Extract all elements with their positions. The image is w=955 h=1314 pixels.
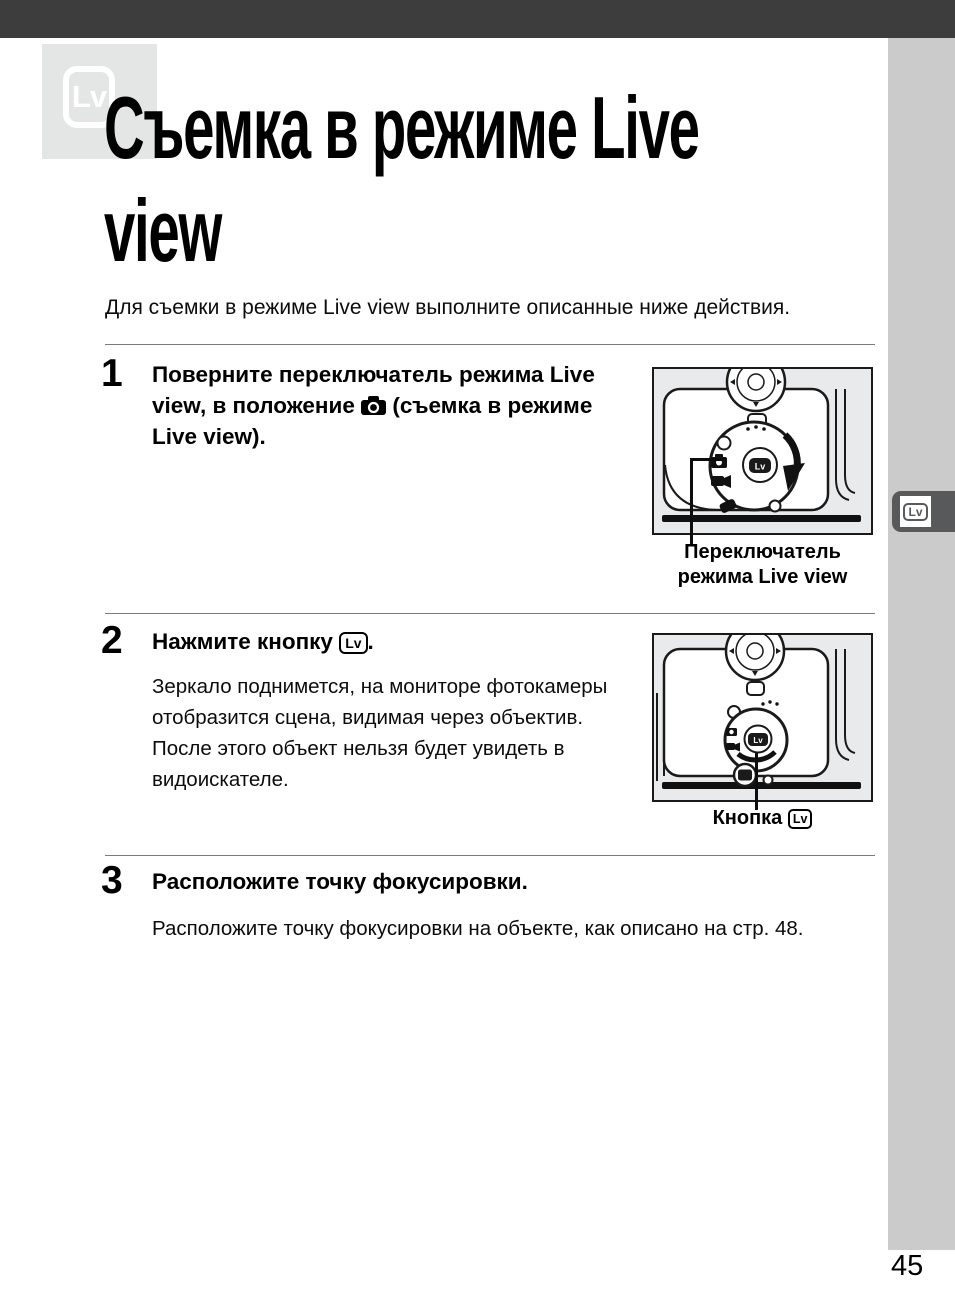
divider [105,613,875,614]
camera-icon [361,396,386,415]
side-tab-icon-box [900,496,931,527]
callout-line [690,458,693,544]
svg-text:Lv: Lv [753,736,763,745]
illustration-1-caption: Переключатель режима Live view [677,541,848,588]
callout-line [755,753,758,810]
step-2-body: Зеркало поднимется, на мониторе фотокамеры отобразится сцена, видимая через объектив. После этого объект нельзя будет увидеть в видоискателе. [152,675,608,791]
camera-illustration-lv-button [652,633,873,802]
step-2-heading: Нажмите кнопку Lv . [152,629,374,654]
camera-back-line-art [654,369,875,537]
info-button-icon [738,770,752,781]
lv-icon: Lv [903,503,927,521]
side-thumb-strip [888,38,955,1250]
step-3-body: Расположите точку фокусировки на объекте, как описано на стр. 48. [152,917,804,940]
page-number: 45 [891,1250,924,1282]
callout-line [690,458,726,461]
step-2-number: 2 [101,619,123,662]
step-3-heading: Расположите точку фокусировки. [152,869,528,894]
lv-icon: Lv [788,809,813,829]
svg-text:Lv: Lv [754,461,766,472]
side-tab-live-view [892,491,955,532]
step-1-number: 1 [101,352,123,395]
lv-icon: Lv [339,632,367,654]
divider [105,855,875,856]
intro-text: Для съемки в режиме Live view выполните описанные ниже действия. [105,296,791,319]
header-bar [0,0,955,38]
step-1-heading: Поверните переключатель режима Live view, в положение (съемка в режиме Live view). [152,362,595,449]
camera-back-line-art [654,635,875,804]
lv-icon-label: Lv [71,79,107,114]
camera-mode-icon [726,728,737,736]
illustration-2-caption: Кнопка Lv [640,806,885,831]
page-title: Съемка в режиме Live view [104,78,699,280]
camera-illustration-live-view-selector [652,367,873,535]
step-3-number: 3 [101,859,123,902]
divider [105,344,875,345]
